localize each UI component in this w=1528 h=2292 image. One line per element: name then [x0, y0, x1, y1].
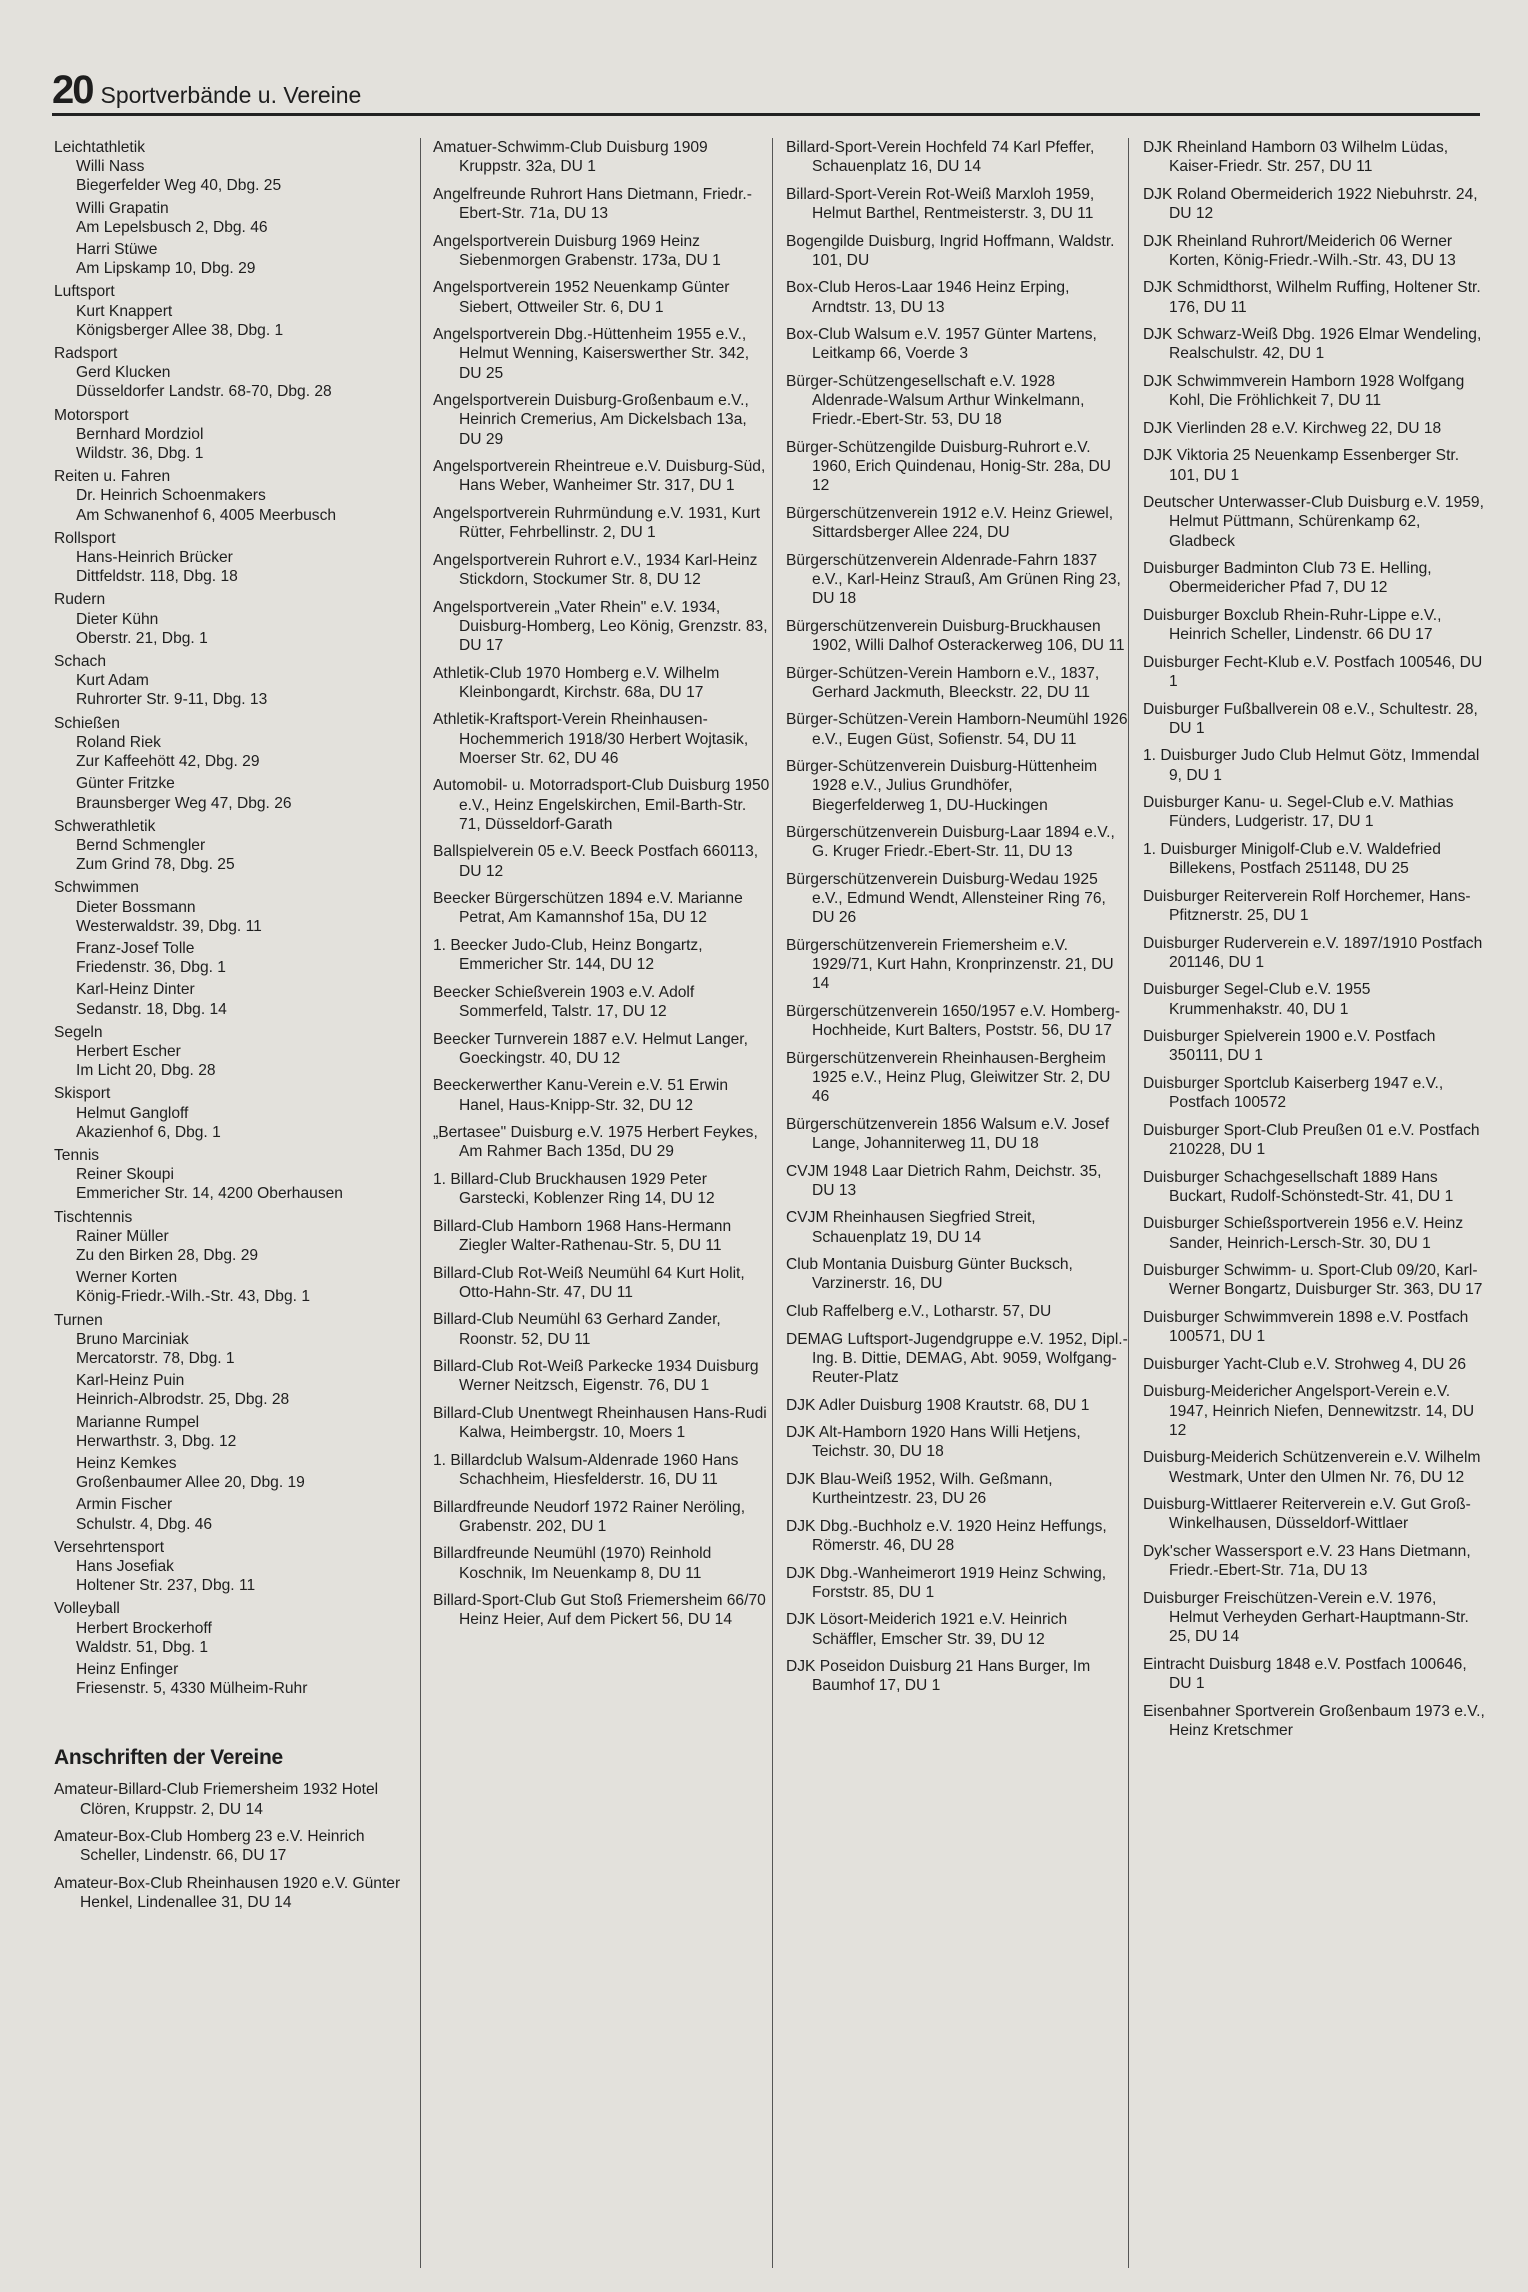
club-entry: Eisenbahner Sportverein Großenbaum 1973 e.V., Heinz Kretschmer — [1143, 1702, 1485, 1739]
sport-block — [54, 344, 420, 402]
person-name: Heinz Kemkes — [76, 1455, 177, 1472]
contact-person — [54, 199, 420, 237]
sport-block — [54, 817, 420, 875]
person-name: Armin Fischer — [76, 1496, 173, 1514]
person-address: Holtener Str. 237, Dbg. 11 — [76, 1577, 256, 1595]
contact-person — [54, 486, 420, 524]
club-entry: DJK Dbg.-Wanheimerort 1919 Heinz Schwing, Forststr. 85, DU 1 — [786, 1564, 1107, 1601]
sport-block — [54, 138, 420, 278]
contact-person — [54, 363, 420, 401]
club-entry: DJK Blau-Weiß 1952, Wilh. Geßmann, Kurtheintzestr. 23, DU 26 — [786, 1470, 1053, 1508]
person-address: Westerwaldstr. 39, Dbg. 11 — [76, 917, 262, 935]
person-name: Heinz Enfinger — [76, 1661, 179, 1679]
club-entry: Amateur-Billard-Club Friemersheim 1932 Hotel Clören, Kruppstr. 2, DU 14 — [54, 1781, 379, 1818]
sport-name: Versehrtensport — [54, 1538, 165, 1556]
club-entry: DJK Roland Obermeiderich 1922 Niebuhrstr. 24, DU 12 — [1143, 185, 1478, 222]
sports-list — [54, 138, 420, 1698]
sport-name: Motorsport — [54, 406, 129, 424]
contact-person — [54, 939, 420, 977]
sport-block — [54, 1311, 420, 1534]
club-entry: CVJM 1948 Laar Dietrich Rahm, Deichstr. 35, DU 13 — [786, 1162, 1102, 1199]
club-entry: Billard-Club Rot-Weiß Neumühl 64 Kurt Holit, Otto-Hahn-Str. 47, DU 11 — [433, 1264, 745, 1301]
club-entry: Bürgerschützenverein Rheinhausen-Bergheim 1925 e.V., Heinz Plug, Gleiwitzer Str. 2, DU 46 — [786, 1049, 1111, 1106]
contact-person — [54, 1371, 420, 1409]
club-entry: Duisburger Schachgesellschaft 1889 Hans Buckart, Rudolf-Schönstedt-Str. 41, DU 1 — [1143, 1168, 1454, 1205]
person-name: Dieter Bossmann — [76, 898, 196, 916]
person-address: Königsberger Allee 38, Dbg. 1 — [76, 321, 284, 339]
person-name: Günter Fritzke — [76, 775, 175, 793]
club-entry: 1. Billardclub Walsum-Aldenrade 1960 Hans Schachheim, Hiesfelderstr. 16, DU 11 — [433, 1451, 739, 1488]
person-name: Reiner Skoupi — [76, 1166, 174, 1184]
club-entry: Angelsportverein Duisburg-Großenbaum e.V., Heinrich Cremerius, Am Dickelsbach 13a, DU 29 — [433, 392, 749, 448]
club-entry: Club Raffelberg e.V., Lotharstr. 57, DU — [786, 1302, 1052, 1320]
club-entry: DJK Schwimmverein Hamborn 1928 Wolfgang Kohl, Die Fröhlichkeit 7, DU 11 — [1143, 372, 1465, 410]
person-address: Großenbaumer Allee 20, Dbg. 19 — [76, 1474, 305, 1492]
sport-name: Segeln — [54, 1023, 103, 1041]
person-name: Gerd Klucken — [76, 364, 171, 382]
club-entry: Box-Club Heros-Laar 1946 Heinz Erping, Arndtstr. 13, DU 13 — [786, 279, 1070, 316]
sport-block — [54, 467, 420, 525]
club-entry: Billard-Club Neumühl 63 Gerhard Zander, Roonstr. 52, DU 11 — [433, 1311, 721, 1348]
person-address: Heinrich-Albrodstr. 25, Dbg. 28 — [76, 1391, 290, 1409]
sport-name: Schwimmen — [54, 879, 139, 897]
club-entry: Angelsportverein Ruhrmündung e.V. 1931, Kurt Rütter, Fehrbellinstr. 2, DU 1 — [433, 504, 761, 542]
person-address: Braunsberger Weg 47, Dbg. 26 — [76, 794, 292, 812]
club-entry: Duisburger Fecht-Klub e.V. Postfach 100546, DU 1 — [1143, 653, 1483, 690]
person-address: Emmericher Str. 14, 4200 Oberhausen — [76, 1185, 343, 1203]
person-name: Herbert Brockerhoff — [76, 1619, 212, 1637]
club-entry: DEMAG Luftsport-Jugendgruppe e.V. 1952, Dipl.-Ing. B. Dittie, DEMAG, Abt. 9059, Wolfgang-Reuter-Platz — [786, 1330, 1128, 1386]
person-name: Werner Korten — [76, 1269, 178, 1287]
club-entry: Bürgerschützenverein 1856 Walsum e.V. Josef Lange, Johanniterweg 11, DU 18 — [786, 1115, 1110, 1152]
contact-person — [54, 1557, 420, 1595]
contact-person — [54, 548, 420, 586]
contact-person — [54, 1104, 420, 1142]
sport-block — [54, 1084, 420, 1142]
sport-block — [54, 529, 420, 587]
person-address: Biegerfelder Weg 40, Dbg. 25 — [76, 177, 282, 195]
person-address: Zum Grind 78, Dbg. 25 — [76, 856, 235, 874]
sport-block — [54, 1599, 420, 1698]
club-entry: Billard-Sport-Verein Hochfeld 74 Karl Pfeffer, Schauenplatz 16, DU 14 — [786, 139, 1095, 176]
club-entry: Beecker Turnverein 1887 e.V. Helmut Langer, Goeckingstr. 40, DU 12 — [433, 1030, 748, 1067]
person-address: Waldstr. 51, Dbg. 1 — [76, 1638, 209, 1656]
club-entry: DJK Alt-Hamborn 1920 Hans Willi Hetjens, Teichstr. 30, DU 18 — [786, 1424, 1081, 1461]
column-4 — [1128, 138, 1488, 2268]
club-entry: Duisburger Freischützen-Verein e.V. 1976, Helmut Verheyden Gerhart-Hauptmann-Str. 25, DU 14 — [1143, 1589, 1469, 1646]
person-address: Zur Kaffeehött 42, Dbg. 29 — [76, 753, 260, 771]
contact-person — [54, 1165, 420, 1203]
club-entry: Duisburger Segel-Club e.V. 1955 Krummenhakstr. 40, DU 1 — [1143, 981, 1371, 1018]
person-address: Sedanstr. 18, Dbg. 14 — [76, 1000, 227, 1018]
person-name: Bernd Schmengler — [76, 836, 206, 854]
club-entry: Angelfreunde Ruhrort Hans Dietmann, Friedr.-Ebert-Str. 71a, DU 13 — [433, 185, 752, 222]
contact-person — [54, 302, 420, 340]
sport-block — [54, 282, 420, 340]
club-entry: Amateur-Box-Club Homberg 23 e.V. Heinrich Scheller, Lindenstr. 66, DU 17 — [54, 1828, 365, 1865]
person-address: Schulstr. 4, Dbg. 46 — [76, 1515, 213, 1533]
person-name: Karl-Heinz Dinter — [76, 981, 195, 999]
club-entry: Duisburger Badminton Club 73 E. Helling, Obermeidericher Pfad 7, DU 12 — [1143, 560, 1432, 597]
person-name: Franz-Josef Tolle — [76, 939, 195, 957]
sport-name: Turnen — [54, 1311, 103, 1329]
club-list-col3 — [786, 138, 1128, 1696]
club-entry: „Bertasee" Duisburg e.V. 1975 Herbert Feykes, Am Rahmer Bach 135d, DU 29 — [433, 1124, 758, 1161]
club-entry: Billard-Sport-Verein Rot-Weiß Marxloh 1959, Helmut Barthel, Rentmeisterstr. 3, DU 11 — [786, 185, 1095, 222]
club-entry: Box-Club Walsum e.V. 1957 Günter Martens, Leitkamp 66, Voerde 3 — [786, 326, 1097, 363]
person-address: Düsseldorfer Landstr. 68-70, Dbg. 28 — [76, 383, 332, 401]
person-name: Dieter Kühn — [76, 610, 159, 628]
sport-block — [54, 406, 420, 464]
person-address: Akazienhof 6, Dbg. 1 — [76, 1123, 221, 1141]
contact-person — [54, 733, 420, 771]
club-entry: Bürgerschützenverein Friemersheim e.V. 1929/71, Kurt Hahn, Kronprinzenstr. 21, DU 14 — [786, 936, 1114, 993]
club-entry: DJK Lösort-Meiderich 1921 e.V. Heinrich Schäffler, Emscher Str. 39, DU 12 — [786, 1611, 1068, 1648]
club-entry: DJK Rheinland Ruhrort/Meiderich 06 Werner Korten, König-Friedr.-Wilh.-Str. 43, DU 13 — [1143, 232, 1456, 269]
contact-person — [54, 836, 420, 874]
club-entry: Angelsportverein „Vater Rhein" e.V. 1934, Duisburg-Homberg, Leo König, Grenzstr. 83, DU 17 — [433, 598, 768, 654]
page-number: 20 — [52, 68, 93, 112]
sport-name: Skisport — [54, 1085, 111, 1103]
column-3 — [772, 138, 1128, 2268]
person-name: Kurt Adam — [76, 672, 149, 690]
club-entry: Angelsportverein 1952 Neuenkamp Günter Siebert, Ottweiler Str. 6, DU 1 — [433, 279, 730, 316]
club-entry: Billard-Club Unentwegt Rheinhausen Hans-Rudi Kalwa, Heimbergstr. 10, Moers 1 — [433, 1404, 767, 1442]
club-entry: DJK Schmidthorst, Wilhelm Ruffing, Holtener Str. 176, DU 11 — [1143, 279, 1481, 316]
club-entry: Duisburger Schwimm- u. Sport-Club 09/20, Karl-Werner Bongartz, Duisburger Str. 363, DU 17 — [1143, 1262, 1483, 1299]
person-name: Marianne Rumpel — [76, 1413, 200, 1431]
club-entry: Bürger-Schützenverein Duisburg-Hüttenheim 1928 e.V., Julius Grundhöfer, Biegerfelderweg 1, DU-Huckingen — [786, 758, 1098, 814]
club-entry: Angelsportverein Dbg.-Hüttenheim 1955 e.V., Helmut Wenning, Kaiserswerther Str. 342, DU 25 — [433, 326, 750, 382]
contact-person — [54, 1227, 420, 1265]
contact-person — [54, 1454, 420, 1492]
person-name: Dr. Heinrich Schoenmakers — [76, 487, 266, 505]
person-address: Dittfeldstr. 118, Dbg. 18 — [76, 568, 238, 586]
club-entry: DJK Viktoria 25 Neuenkamp Essenberger Str. 101, DU 1 — [1143, 447, 1460, 484]
club-entry: Automobil- u. Motorradsport-Club Duisburg 1950 e.V., Heinz Engelskirchen, Emil-Barth-Str. 71, Düsseldorf-Garath — [433, 777, 770, 833]
club-entry: Bürgerschützenverein Aldenrade-Fahrn 1837 e.V., Karl-Heinz Strauß, Am Grünen Ring 23, DU 18 — [786, 551, 1121, 608]
club-entry: Ballspielverein 05 e.V. Beeck Postfach 660113, DU 12 — [433, 843, 759, 880]
sport-block — [54, 1023, 420, 1081]
club-entry: 1. Duisburger Minigolf-Club e.V. Waldefried Billekens, Postfach 251148, DU 25 — [1143, 840, 1441, 878]
person-address: Friesenstr. 5, 4330 Mülheim-Ruhr — [76, 1680, 308, 1698]
club-entry: Bürgerschützenverein Duisburg-Bruckhausen 1902, Willi Dalhof Osterackerweg 106, DU 11 — [786, 617, 1125, 654]
person-address: Im Licht 20, Dbg. 28 — [76, 1062, 216, 1080]
contact-person — [54, 610, 420, 648]
person-name: Bernhard Mordziol — [76, 425, 204, 443]
contact-person — [54, 157, 420, 195]
sport-name: Tischtennis — [54, 1208, 133, 1226]
person-address: Mercatorstr. 78, Dbg. 1 — [76, 1349, 235, 1367]
contact-person — [54, 1330, 420, 1368]
club-entry: Bürger-Schützengesellschaft e.V. 1928 Aldenrade-Walsum Arthur Winkelmann, Friedr.-Ebert-Str. 53, DU 18 — [786, 372, 1085, 429]
club-entry: Duisburg-Wittlaerer Reiterverein e.V. Gut Groß-Winkelhausen, Düsseldorf-Wittlaer — [1143, 1496, 1471, 1533]
club-entry: Angelsportverein Duisburg 1969 Heinz Siebenmorgen Grabenstr. 173a, DU 1 — [433, 232, 721, 269]
contact-person — [54, 774, 420, 812]
sport-name: Schießen — [54, 714, 120, 732]
person-address: Am Lipskamp 10, Dbg. 29 — [76, 260, 256, 278]
club-list-col4 — [1143, 138, 1488, 1740]
club-entry: Duisburger Schießsportverein 1956 e.V. Heinz Sander, Heinrich-Lersch-Str. 30, DU 1 — [1143, 1215, 1464, 1252]
club-entry: Bürgerschützenverein 1650/1957 e.V. Homberg-Hochheide, Kurt Balters, Poststr. 56, DU 17 — [786, 1002, 1121, 1040]
column-1 — [54, 138, 420, 2268]
person-address: Am Lepelsbusch 2, Dbg. 46 — [76, 218, 268, 236]
page-title: Sportverbände u. Vereine — [100, 82, 362, 108]
person-address: König-Friedr.-Wilh.-Str. 43, Dbg. 1 — [76, 1288, 310, 1306]
club-entry: Duisburger Boxclub Rhein-Ruhr-Lippe e.V., Heinrich Scheller, Lindenstr. 66 DU 17 — [1143, 606, 1442, 644]
club-entry: DJK Adler Duisburg 1908 Krautstr. 68, DU 1 — [786, 1396, 1090, 1414]
person-name: Bruno Marciniak — [76, 1330, 189, 1348]
club-list-col2 — [433, 138, 772, 1630]
club-entry: Bürgerschützenverein Duisburg-Wedau 1925 e.V., Edmund Wendt, Allensteiner Ring 76, DU 26 — [786, 870, 1106, 927]
contact-person — [54, 1619, 420, 1657]
person-name: Willi Grapatin — [76, 199, 169, 217]
club-entry: Bürgerschützenverein Duisburg-Laar 1894 e.V., G. Kruger Friedr.-Ebert-Str. 11, DU 13 — [786, 824, 1115, 861]
club-entry: Beeckerwerther Kanu-Verein e.V. 51 Erwin Hanel, Haus-Knipp-Str. 32, DU 12 — [433, 1077, 729, 1114]
club-entry: Billard-Club Hamborn 1968 Hans-Hermann Ziegler Walter-Rathenau-Str. 5, DU 11 — [433, 1217, 732, 1254]
club-entry: Club Montania Duisburg Günter Bucksch, Varzinerstr. 16, DU — [786, 1256, 1073, 1293]
club-entry: Bürger-Schützengilde Duisburg-Ruhrort e.V. 1960, Erich Quindenau, Honig-Str. 28a, DU 12 — [786, 438, 1112, 495]
club-entry: Duisburger Ruderverein e.V. 1897/1910 Postfach 201146, DU 1 — [1143, 934, 1483, 971]
club-entry: Billard-Club Rot-Weiß Parkecke 1934 Duisburg Werner Neitzsch, Eigenstr. 76, DU 1 — [433, 1358, 759, 1395]
person-name: Willi Nass — [76, 158, 145, 176]
club-entry: Duisburger Schwimmverein 1898 e.V. Postfach 100571, DU 1 — [1143, 1308, 1469, 1346]
contact-person — [54, 1495, 420, 1533]
person-name: Hans-Heinrich Brücker — [76, 549, 233, 567]
club-list-col1 — [54, 1780, 420, 1912]
contact-person — [54, 980, 420, 1018]
club-entry: DJK Schwarz-Weiß Dbg. 1926 Elmar Wendeling, Realschulstr. 42, DU 1 — [1143, 326, 1482, 363]
person-name: Herbert Escher — [76, 1042, 181, 1060]
club-entry: Duisburger Yacht-Club e.V. Strohweg 4, DU 26 — [1143, 1355, 1467, 1373]
sport-name: Rollsport — [54, 529, 116, 547]
person-name: Helmut Gangloff — [76, 1104, 189, 1122]
club-entry: 1. Billard-Club Bruckhausen 1929 Peter Garstecki, Koblenzer Ring 14, DU 12 — [433, 1170, 715, 1208]
person-name: Hans Josefiak — [76, 1558, 174, 1576]
club-entry: Duisburg-Meiderich Schützenverein e.V. Wilhelm Westmark, Unter den Ulmen Nr. 76, DU 12 — [1143, 1449, 1481, 1486]
sport-name: Schach — [54, 653, 107, 671]
contact-person — [54, 240, 420, 278]
contact-person — [54, 1268, 420, 1306]
club-entry: Billardfreunde Neumühl (1970) Reinhold Koschnik, Im Neuenkamp 8, DU 11 — [433, 1545, 712, 1582]
club-entry: 1. Beecker Judo-Club, Heinz Bongartz, Emmericher Str. 144, DU 12 — [433, 936, 703, 974]
contact-person — [54, 425, 420, 463]
club-entry: Bürgerschützenverein 1912 e.V. Heinz Griewel, Sittardsberger Allee 224, DU — [786, 504, 1114, 542]
sport-block — [54, 714, 420, 813]
contact-person — [54, 671, 420, 709]
contact-person — [54, 898, 420, 936]
sport-name: Reiten u. Fahren — [54, 468, 171, 486]
club-entry: Duisburger Fußballverein 08 e.V., Schultestr. 28, DU 1 — [1143, 700, 1478, 737]
club-entry: Angelsportverein Ruhrort e.V., 1934 Karl-Heinz Stickdorn, Stockumer Str. 8, DU 12 — [433, 551, 758, 588]
club-entry: Duisburger Sport-Club Preußen 01 e.V. Postfach 210228, DU 1 — [1143, 1121, 1480, 1158]
club-entry: Beecker Schießverein 1903 e.V. Adolf Sommerfeld, Talstr. 17, DU 12 — [433, 983, 695, 1020]
page-header — [52, 68, 1480, 116]
sport-name: Tennis — [54, 1146, 100, 1164]
person-address: Zu den Birken 28, Dbg. 29 — [76, 1246, 259, 1264]
club-entry: 1. Duisburger Judo Club Helmut Götz, Immendal 9, DU 1 — [1143, 747, 1480, 784]
club-entry: DJK Vierlinden 28 e.V. Kirchweg 22, DU 18 — [1143, 419, 1442, 437]
sport-name: Luftsport — [54, 283, 115, 301]
club-entry: Amatuer-Schwimm-Club Duisburg 1909 Kruppstr. 32a, DU 1 — [433, 139, 708, 176]
club-entry: Duisburger Sportclub Kaiserberg 1947 e.V., Postfach 100572 — [1143, 1074, 1444, 1112]
club-entry: Billard-Sport-Club Gut Stoß Friemersheim 66/70 Heinz Heier, Auf dem Pickert 56, DU 14 — [433, 1592, 766, 1629]
person-address: Ruhrorter Str. 9-11, Dbg. 13 — [76, 691, 268, 709]
club-entry: Beecker Bürgerschützen 1894 e.V. Marianne Petrat, Am Kamannshof 15a, DU 12 — [433, 890, 743, 927]
club-entry: Deutscher Unterwasser-Club Duisburg e.V. 1959, Helmut Püttmann, Schürenkamp 62, Gladbeck — [1143, 494, 1484, 550]
club-entry: Duisburger Spielverein 1900 e.V. Postfach 350111, DU 1 — [1143, 1028, 1436, 1065]
club-entry: Athletik-Kraftsport-Verein Rheinhausen-Hochemmerich 1918/30 Herbert Wojtasik, Moerser Str. 62, DU 46 — [433, 711, 749, 767]
person-address: Oberstr. 21, Dbg. 1 — [76, 629, 208, 647]
contact-person — [54, 1042, 420, 1080]
sport-block — [54, 1538, 420, 1596]
sport-name: Leichtathletik — [54, 139, 146, 156]
person-address: Friedenstr. 36, Dbg. 1 — [76, 959, 226, 977]
person-name: Karl-Heinz Puin — [76, 1372, 185, 1390]
sport-block — [54, 652, 420, 710]
club-entry: Duisburger Reiterverein Rolf Horchemer, Hans-Pfitznerstr. 25, DU 1 — [1143, 887, 1471, 924]
sport-block — [54, 1208, 420, 1307]
sport-name: Volleyball — [54, 1600, 120, 1618]
sport-name: Schwerathletik — [54, 817, 156, 835]
person-name: Harri Stüwe — [76, 241, 158, 259]
person-address: Wildstr. 36, Dbg. 1 — [76, 445, 204, 463]
club-entry: Duisburg-Meidericher Angelsport-Verein e.V. 1947, Heinrich Niefen, Dennewitzstr. 14, DU 12 — [1143, 1383, 1475, 1439]
club-entry: Angelsportverein Rheintreue e.V. Duisburg-Süd, Hans Weber, Wanheimer Str. 317, DU 1 — [433, 458, 766, 495]
club-entry: Bürger-Schützen-Verein Hamborn-Neumühl 1926 e.V., Eugen Güst, Sofienstr. 54, DU 11 — [786, 711, 1128, 748]
column-2 — [420, 138, 772, 2268]
sport-name: Radsport — [54, 345, 118, 363]
person-name: Roland Riek — [76, 733, 161, 751]
club-entry: DJK Rheinland Hamborn 03 Wilhelm Lüdas, Kaiser-Friedr. Str. 257, DU 11 — [1143, 139, 1449, 176]
club-entry: DJK Poseidon Duisburg 21 Hans Burger, Im Baumhof 17, DU 1 — [786, 1658, 1091, 1695]
sport-block — [54, 590, 420, 648]
club-entry: CVJM Rheinhausen Siegfried Streit, Schauenplatz 19, DU 14 — [786, 1209, 1036, 1246]
person-address: Herwarthstr. 3, Dbg. 12 — [76, 1432, 237, 1450]
section-title: Anschriften der Vereine — [54, 1746, 283, 1770]
club-entry: Eintracht Duisburg 1848 e.V. Postfach 100646, DU 1 — [1143, 1655, 1467, 1692]
person-name: Rainer Müller — [76, 1227, 169, 1245]
club-entry: Athletik-Club 1970 Homberg e.V. Wilhelm Kleinbongardt, Kirchstr. 68a, DU 17 — [433, 664, 720, 701]
person-address: Am Schwanenhof 6, 4005 Meerbusch — [76, 506, 337, 524]
club-entry: Bogengilde Duisburg, Ingrid Hoffmann, Waldstr. 101, DU — [786, 232, 1115, 269]
sport-name: Rudern — [54, 591, 106, 609]
club-entry: DJK Dbg.-Buchholz e.V. 1920 Heinz Heffungs, Römerstr. 46, DU 28 — [786, 1517, 1107, 1554]
club-entry: Bürger-Schützen-Verein Hamborn e.V., 1837, Gerhard Jackmuth, Bleeckstr. 22, DU 11 — [786, 664, 1100, 701]
club-entry: Amateur-Box-Club Rheinhausen 1920 e.V. Günter Henkel, Lindenallee 31, DU 14 — [54, 1875, 401, 1912]
contact-person — [54, 1413, 420, 1451]
sport-block — [54, 1146, 420, 1204]
sport-block — [54, 878, 420, 1018]
person-name: Kurt Knappert — [76, 302, 173, 320]
club-entry: Dyk'scher Wassersport e.V. 23 Hans Dietmann, Friedr.-Ebert-Str. 71a, DU 13 — [1143, 1542, 1471, 1580]
club-entry: Duisburger Kanu- u. Segel-Club e.V. Mathias Fünders, Ludgeristr. 17, DU 1 — [1143, 794, 1454, 831]
contact-person — [54, 1660, 420, 1698]
club-entry: Billardfreunde Neudorf 1972 Rainer Neröling, Grabenstr. 202, DU 1 — [433, 1498, 746, 1535]
